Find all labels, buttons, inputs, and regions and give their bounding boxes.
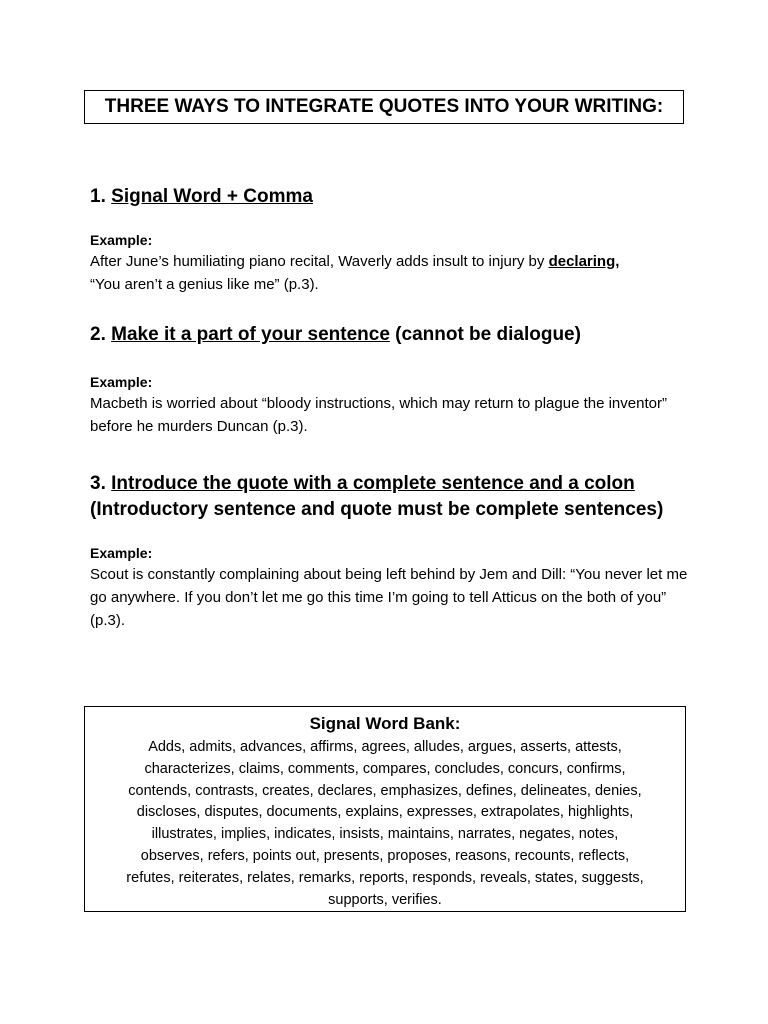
example-label: Example:	[90, 232, 153, 248]
page-title-box	[84, 90, 684, 124]
section-complete-sentence-colon	[90, 471, 690, 632]
example-text-after: “You aren’t a genius like me” (p.3).	[90, 276, 319, 293]
example-text: Scout is constantly complaining about being left behind by Jem and Dill: “You never let me go anywhere. If you don’t let me go this time I’m going to tell Atticus on the both of you” (p.3).	[90, 566, 688, 629]
signal-word-bank-list	[97, 737, 673, 911]
section-number: 2.	[90, 324, 106, 345]
section-heading-text: Make it a part of your sentence	[111, 324, 390, 345]
signal-word-bank-title: Signal Word Bank:	[309, 714, 461, 733]
section-heading-note: (Introductory sentence and quote must be complete sentences)	[90, 499, 664, 520]
section-number: 1.	[90, 186, 106, 207]
example-text-before: After June’s humiliating piano recital, Waverly adds insult to injury by	[90, 253, 549, 270]
section-heading-note: (cannot be dialogue)	[389, 324, 581, 345]
signal-word-line: characterizes, claims, comments, compares, concludes, concurs, confirms,	[144, 760, 626, 777]
example-text: Macbeth is worried about “bloody instructions, which may return to plague the inventor” before he murders Duncan (p.3).	[90, 395, 667, 435]
page-title: THREE WAYS TO INTEGRATE QUOTES INTO YOUR WRITING:	[104, 96, 664, 117]
signal-word-line: Adds, admits, advances, affirms, agrees, alludes, argues, asserts, attests,	[148, 739, 622, 755]
section-heading	[90, 184, 690, 210]
section-heading-text: Signal Word + Comma	[111, 186, 313, 207]
section-heading-text: Introduce the quote with a complete sentence and a colon	[111, 473, 635, 494]
example-label: Example:	[90, 545, 153, 561]
signal-word-line: discloses, disputes, documents, explains, expresses, extrapolates, highlights,	[136, 804, 634, 821]
section-heading	[90, 322, 690, 348]
signal-word-line: refutes, reiterates, relates, remarks, reports, responds, reveals, states, suggests,	[126, 869, 644, 886]
section-number: 3.	[90, 473, 106, 494]
section-part-of-sentence	[90, 322, 690, 438]
section-signal-word-comma	[90, 184, 690, 296]
section-heading	[90, 471, 690, 497]
signal-word-bank	[84, 706, 686, 912]
example-label: Example:	[90, 374, 153, 390]
signal-word-line: observes, refers, points out, presents, proposes, reasons, recounts, reflects,	[140, 847, 630, 864]
example-text	[90, 250, 690, 296]
signal-word-line: illustrates, implies, indicates, insists, maintains, narrates, negates, notes,	[151, 826, 619, 843]
signal-word-line: contends, contrasts, creates, declares, emphasizes, defines, delineates, denies,	[128, 782, 642, 799]
signal-word-line: supports, verifies.	[328, 891, 442, 908]
example-emphasis: declaring,	[548, 253, 620, 270]
